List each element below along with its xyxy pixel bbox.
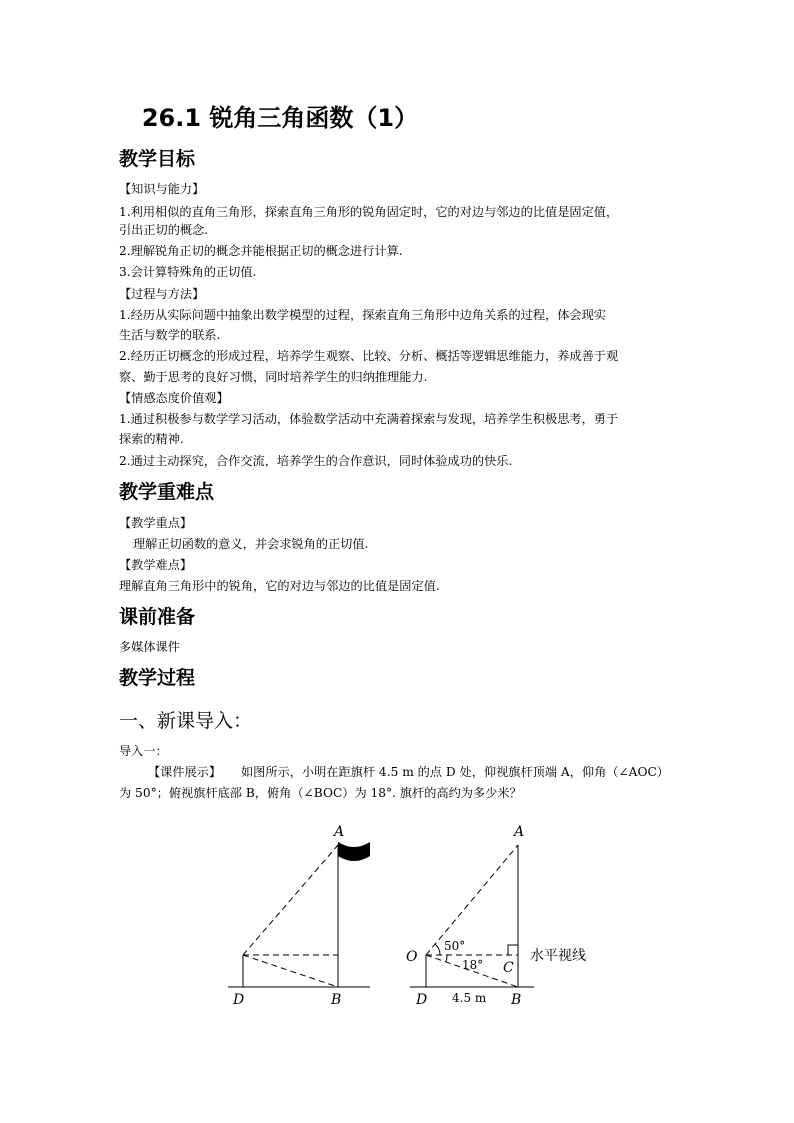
right-sightline-up <box>426 845 518 955</box>
objective-p1b: 生活与数学的联系. <box>119 328 221 342</box>
angle-arc-up <box>435 944 440 955</box>
objective-e1a: 1.通过积极参与数学学习活动，体验数学活动中充满着探索与发现，培养学生积极思考，勇于 <box>119 412 619 426</box>
process-heading: 教学过程 <box>119 667 196 689</box>
right-label-d: D <box>416 992 428 1008</box>
emotion-label: 【情感态度价值观】 <box>119 391 229 405</box>
right-label-b: B <box>511 992 522 1008</box>
left-label-b: B <box>331 992 342 1008</box>
angle-18-label: 18° <box>462 958 484 972</box>
intro-label: 导入一： <box>119 744 168 758</box>
focus-label: 【教学重点】 <box>119 516 193 530</box>
right-label-a: A <box>514 824 525 840</box>
objective-k1b: 引出正切的概念. <box>119 223 209 237</box>
right-angle-mark <box>508 945 518 955</box>
preparation-heading: 课前准备 <box>119 606 196 628</box>
preparation-text: 多媒体课件 <box>119 640 180 654</box>
left-label-a: A <box>334 824 345 840</box>
difficulty-text: 理解直角三角形中的锐角，它的对边与邻边的比值是固定值. <box>119 579 440 593</box>
keypoints-heading: 教学重难点 <box>119 481 215 503</box>
distance-label: 4.5 m <box>452 991 487 1005</box>
section-new-lesson: 一、新课导入： <box>119 710 253 732</box>
left-label-d: D <box>233 992 245 1008</box>
page-title: 26.1 锐角三角函数（1） <box>141 104 419 132</box>
right-label-o: O <box>406 949 418 965</box>
knowledge-label: 【知识与能力】 <box>119 182 205 196</box>
objective-e1b: 探索的精神. <box>119 432 184 446</box>
difficulty-label: 【教学难点】 <box>119 558 193 572</box>
flag-icon <box>338 842 370 861</box>
objective-k1a: 1.利用相似的直角三角形，探索直角三角形的锐角固定时，它的对边与邻边的比值是固定值， <box>119 205 619 219</box>
angle-50-label: 50° <box>444 939 466 953</box>
process-label: 【过程与方法】 <box>119 287 205 301</box>
angle-arc-down <box>446 955 447 962</box>
courseware-text: 如图所示，小明在距旗杆 4.5 m 的点 D 处，仰视旗杆顶端 A，仰角（∠AOC） <box>241 765 669 779</box>
objective-p1a: 1.经历从实际问题中抽象出数学模型的过程，探索直角三角形中边角关系的过程，体会现实 <box>119 308 606 322</box>
objectives-heading: 教学目标 <box>119 148 196 170</box>
objective-k2: 2.理解锐角正切的概念并能根据正切的概念进行计算. <box>119 244 403 258</box>
courseware-label: 【课件展示】 <box>148 765 222 779</box>
focus-text: 理解正切函数的意义，并会求锐角的正切值. <box>133 537 369 551</box>
left-figure <box>228 845 370 987</box>
right-label-c: C <box>503 960 514 976</box>
left-sightline-up <box>243 845 338 955</box>
left-sightline-down <box>243 955 338 987</box>
horizon-label: 水平视线 <box>530 948 586 964</box>
objective-k3: 3.会计算特殊角的正切值. <box>119 265 257 279</box>
objective-p2b: 察、勤于思考的良好习惯，同时培养学生的归纳推理能力. <box>119 370 428 384</box>
courseware-text-2: 为 50°；俯视旗杆底部 B，俯角（∠BOC）为 18°. 旗杆的高约为多少米？ <box>119 786 522 800</box>
objective-p2a: 2.经历正切概念的形成过程，培养学生观察、比较、分析、概括等逻辑思维能力，养成善于观 <box>119 349 619 363</box>
objective-e2: 2.通过主动探究，合作交流，培养学生的合作意识，同时体验成功的快乐. <box>119 454 513 468</box>
